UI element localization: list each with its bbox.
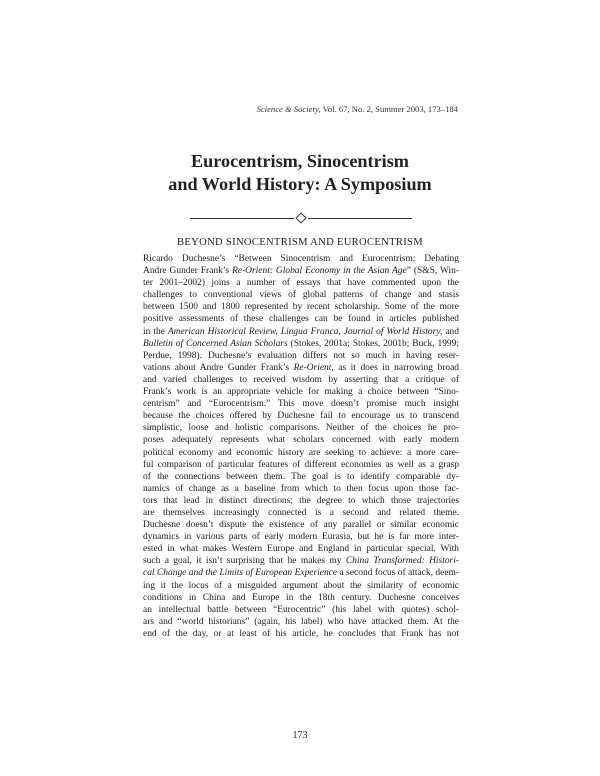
text-segment: an intellectual battle between “Eurocentric” (his label with quotes) schol- — [143, 604, 459, 615]
text-line — [143, 253, 459, 265]
text-segment: ” (S&S, Win- — [406, 266, 459, 277]
page-number: 173 — [292, 730, 308, 741]
running-head — [257, 104, 458, 114]
text-line — [143, 447, 459, 459]
text-line — [143, 326, 459, 338]
body-paragraph — [143, 253, 459, 640]
text-segment: as it does in narrowing broad — [333, 362, 459, 373]
italic-title-text: Re-Orient: Global Economy in the Asian Age — [232, 266, 407, 277]
article-title — [0, 150, 600, 196]
text-segment: Frank’s work is an appropriate vehicle for making a choice between “Sino- — [143, 387, 459, 398]
text-line — [143, 265, 459, 277]
text-line — [143, 350, 459, 362]
text-segment: between 1500 and 1800 represented by recent scholarship. Some of the more — [143, 302, 459, 313]
text-segment: Andre Gunder Frank’s — [143, 266, 233, 277]
text-segment: because the choices offered by Duchesne fail to encourage us to transcend — [143, 411, 459, 422]
text-segment: challenges to conventional views of global patterns of change and stasis — [143, 290, 459, 301]
italic-title-text: China Transformed: Histori- — [345, 556, 459, 567]
text-segment: centrism” and “Eurocentrism.” This move doesn’t promise much insight — [143, 399, 459, 410]
title-divider-ornament — [190, 214, 412, 224]
text-line — [143, 471, 459, 483]
text-segment: Duchesne doesn’t dispute the existence of any parallel or similar economic — [143, 520, 459, 531]
text-line — [143, 604, 459, 616]
text-segment: such a goal, it isn’t surprising that he makes my — [143, 556, 346, 567]
text-segment: simplistic, loose and holistic comparisons. Neither of the choices he pro- — [143, 423, 459, 434]
italic-title-text: American Historical Review, Lingua Franca, Journal of World History, — [167, 326, 443, 337]
diamond-ornament-icon — [295, 212, 306, 223]
text-line — [143, 592, 459, 604]
text-segment: poses adequately represents what scholars concerned with early modern — [143, 435, 459, 446]
text-line — [143, 374, 459, 386]
text-segment: and varied challenges to received wisdom by asserting that a critique of — [143, 374, 459, 385]
text-segment: end of the day, or at least of his article, he concludes that Frank has not — [143, 628, 459, 639]
text-line — [143, 519, 459, 531]
text-segment: Ricardo Duchesne’s “Between Sinocentrism and Eurocentrism: Debating — [143, 254, 459, 264]
text-segment: Perdue, 1998). Duchesne’s evaluation differs not so much in having reser- — [143, 350, 459, 361]
divider-rule-right — [308, 218, 412, 219]
text-line — [143, 338, 459, 350]
text-segment: are themselves increasingly connected is a second and related theme. — [143, 507, 459, 518]
journal-name: Science & Society — [256, 104, 319, 114]
text-segment: ing it the locus of a misguided argument about the similarity of economic — [143, 580, 459, 591]
text-line — [143, 313, 459, 325]
text-segment: a second focus of attack, deem- — [337, 568, 459, 579]
text-segment: namics of change as a baseline from which to then focus upon those fac- — [143, 483, 459, 494]
text-segment: conditions in China and Europe in the 18th century. Duchesne conceives — [143, 592, 459, 603]
text-segment: and — [442, 326, 459, 337]
text-line — [143, 531, 459, 543]
text-line — [143, 301, 459, 313]
text-segment: positive assessments of these challenges can be found in articles published — [143, 314, 459, 325]
text-segment: ful comparison of particular features of different economies as well as a grasp — [143, 459, 459, 470]
text-segment: dynamics in various parts of early modern Eurasia, but he is far more inter- — [143, 532, 459, 543]
text-line — [143, 422, 459, 434]
italic-title-text: cal Change and the Limits of European Experience — [143, 568, 338, 579]
text-line — [143, 277, 459, 289]
text-line — [143, 616, 459, 628]
text-line — [143, 580, 459, 592]
text-line — [143, 434, 459, 446]
text-segment: (Stokes, 2001a; Stokes, 2001b; Buck, 1999; — [287, 338, 459, 349]
text-segment: ars and “world historians” (again, his label) who have attacked them. At the — [143, 616, 459, 627]
text-segment: ter 2001–2002) joins a number of essays that have commented upon the — [143, 278, 459, 289]
text-segment: ested in what makes Western Europe and England in particular special. With — [143, 544, 459, 555]
journal-citation: , Vol. 67, No. 2, Summer 2003, 173–184 — [318, 104, 458, 114]
text-line — [143, 386, 459, 398]
text-line — [143, 628, 459, 640]
text-segment: tors that lead in distinct directions; the degree to which those trajectories — [143, 495, 459, 506]
text-line — [143, 410, 459, 422]
text-line — [143, 507, 459, 519]
text-segment: in the — [143, 326, 168, 337]
text-line — [143, 495, 459, 507]
italic-title-text: Re-Orient, — [293, 362, 334, 373]
text-segment: political economy and economic history are seeking to achieve: a more care- — [143, 447, 459, 458]
section-heading: BEYOND SINOCENTRISM AND EUROCENTRISM — [177, 237, 423, 248]
text-line — [143, 289, 459, 301]
text-line — [143, 362, 459, 374]
text-segment: of the connections between them. The goal is to identify comparable dy- — [143, 471, 459, 482]
divider-rule-left — [190, 218, 294, 219]
text-line — [143, 543, 459, 555]
italic-title-text: Bulletin of Concerned Asian Scholars — [143, 338, 288, 349]
text-line — [143, 567, 459, 579]
text-line — [143, 459, 459, 471]
title-line-2: and World History: A Symposium — [168, 174, 432, 194]
title-line-1: Eurocentrism, Sinocentrism — [191, 151, 409, 171]
text-line — [143, 483, 459, 495]
text-line — [143, 398, 459, 410]
text-segment: vations about Andre Gunder Frank’s — [143, 362, 294, 373]
text-line — [143, 555, 459, 567]
